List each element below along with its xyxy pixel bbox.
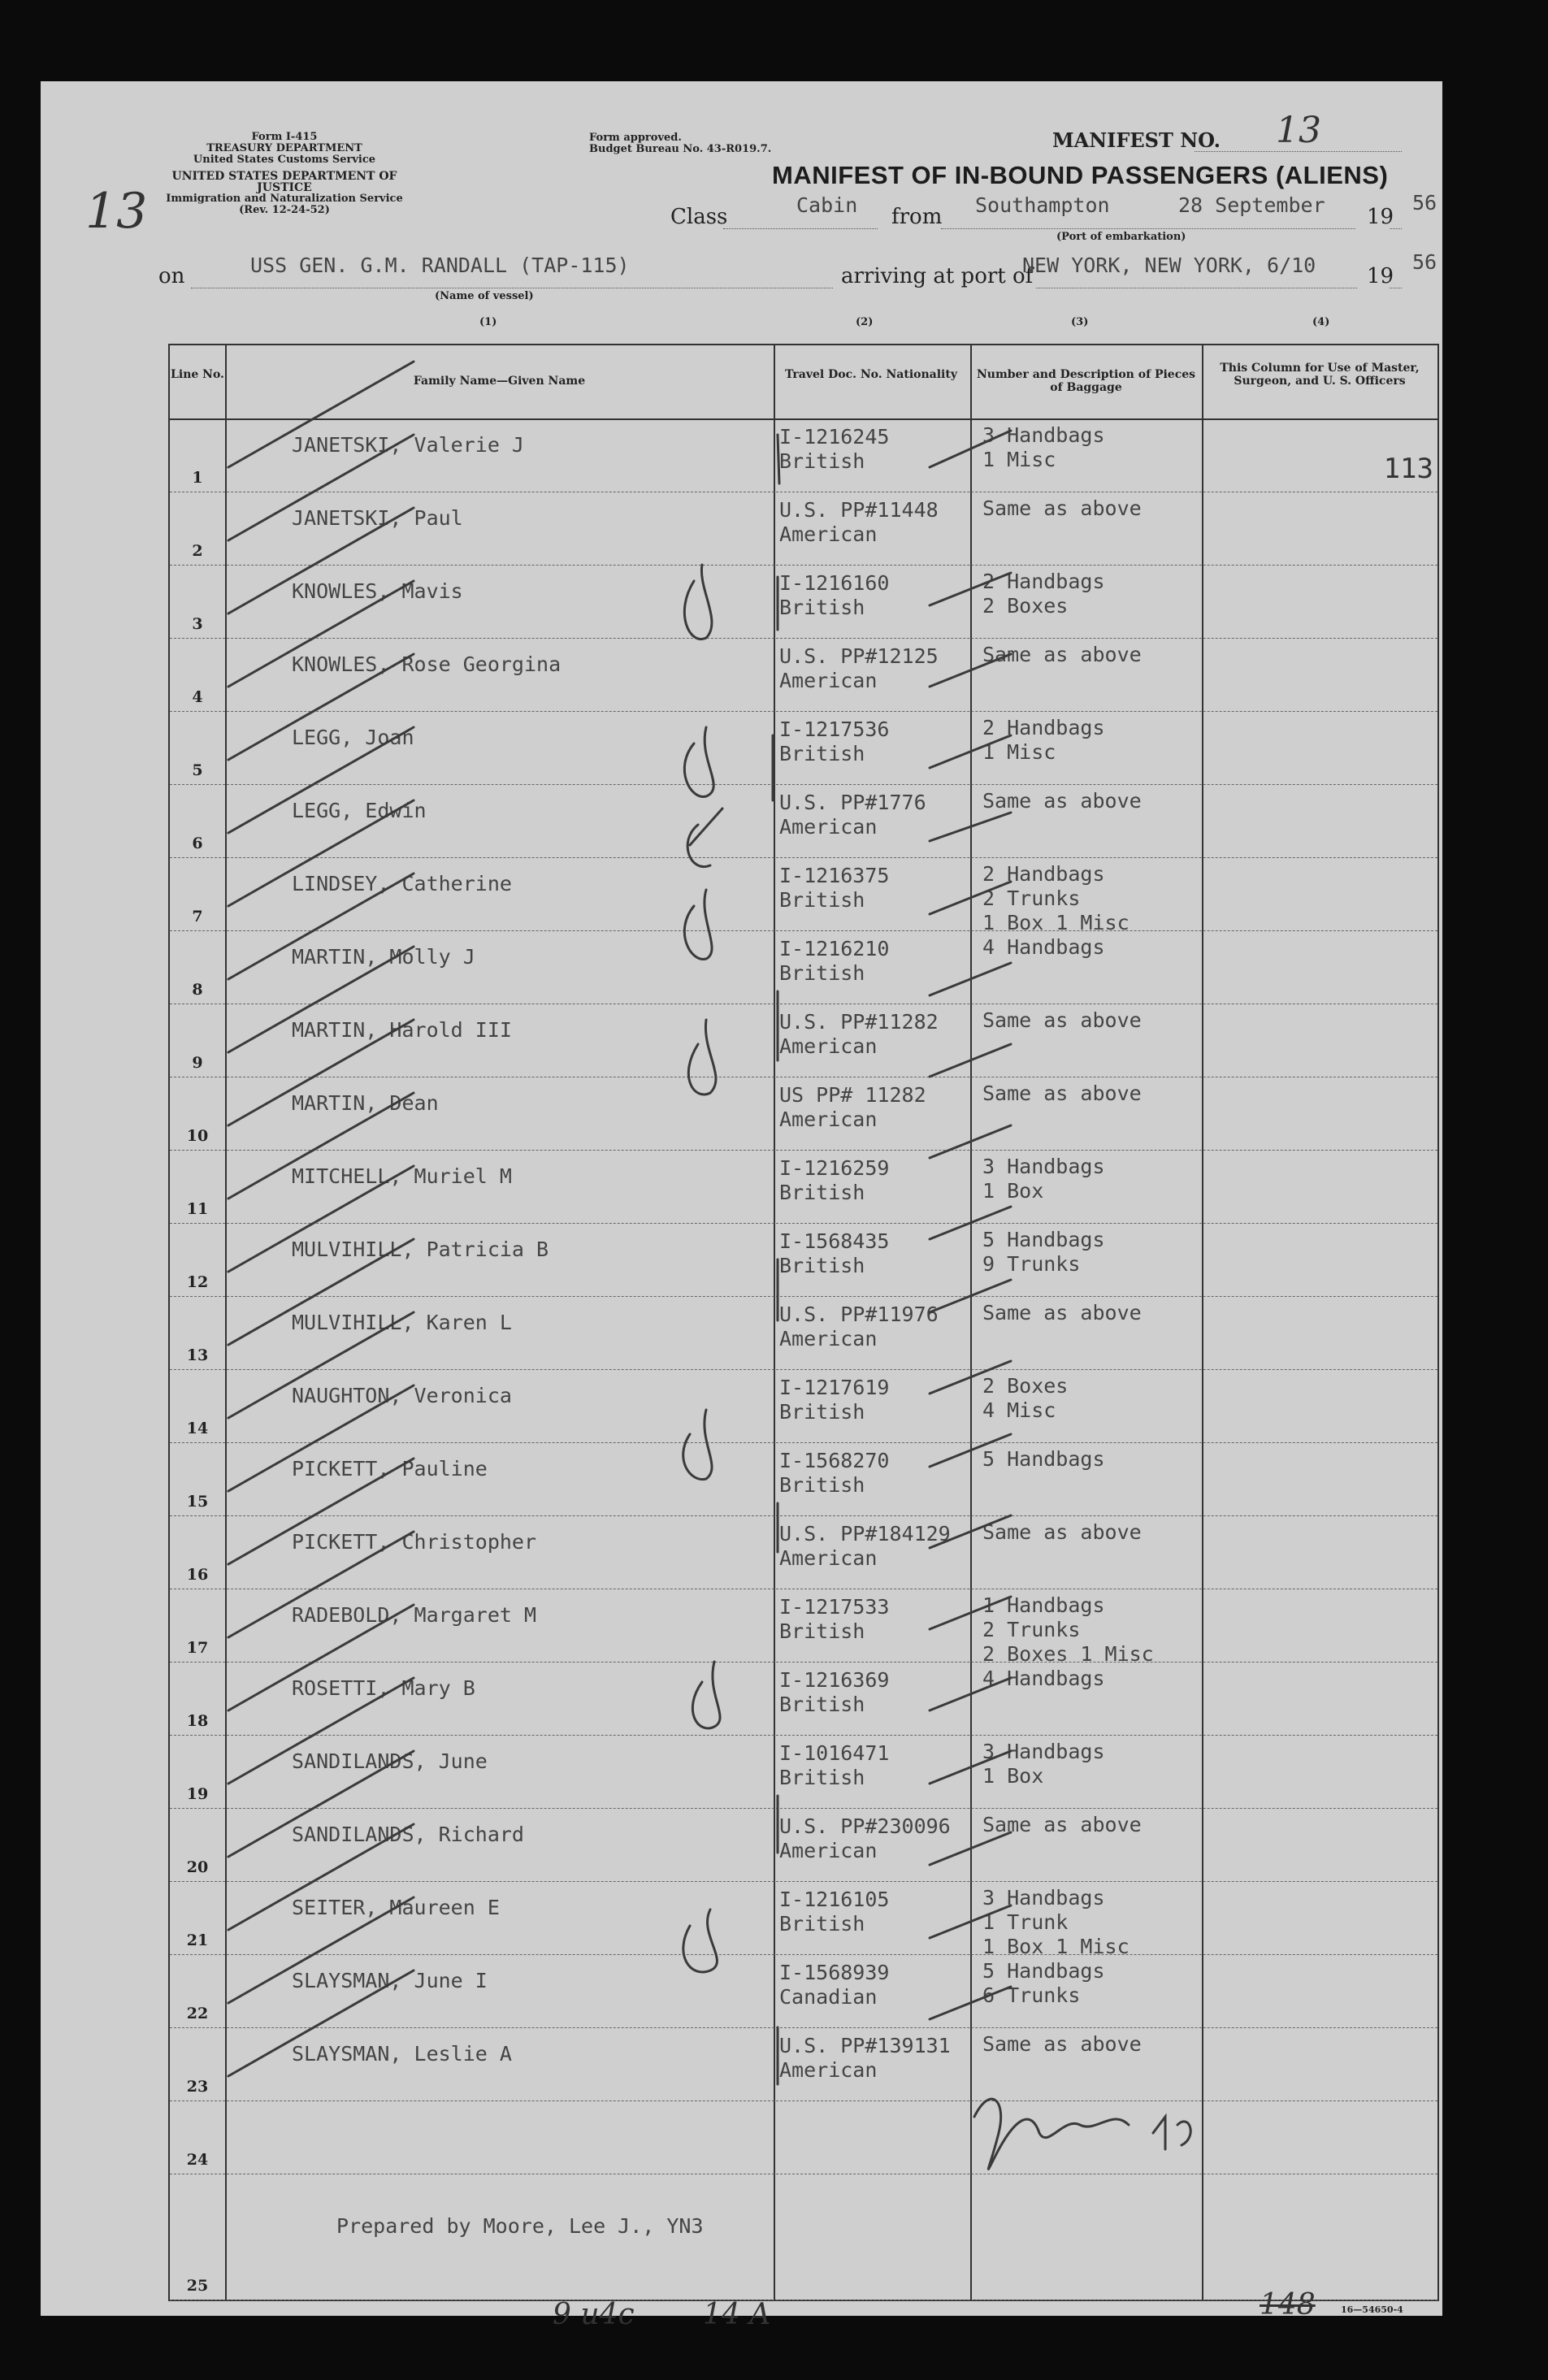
header-name: Family Name—Given Name — [413, 375, 586, 388]
line-number: 5 — [192, 761, 203, 779]
nationality: American — [779, 669, 878, 692]
passenger-name: LEGG, Joan — [292, 726, 414, 749]
baggage-line: 2 Boxes — [982, 1374, 1069, 1398]
header-line-no: Line No. — [171, 368, 224, 381]
baggage-line: 3 Handbags — [982, 423, 1105, 447]
line-number: 3 — [192, 615, 203, 633]
nationality: American — [779, 1327, 878, 1350]
passenger-name: SLAYSMAN, Leslie A — [292, 2042, 512, 2066]
arriving-label: arriving at port of — [841, 264, 1034, 288]
baggage-line: 1 Misc — [982, 740, 1056, 764]
form-number: Form I-415 — [251, 131, 318, 143]
line-number: 6 — [192, 835, 203, 852]
passenger-name: RADEBOLD, Margaret M — [292, 1603, 537, 1627]
department-block — [163, 132, 406, 216]
baggage-line: Same as above — [982, 1082, 1142, 1105]
travel-doc-number: U.S. PP#1776 — [779, 791, 926, 814]
travel-doc-number: I-1217536 — [779, 717, 890, 741]
baggage-line: 4 Handbags — [982, 1667, 1105, 1690]
baggage-line: 6 Trunks — [982, 1983, 1081, 2007]
travel-doc-number: U.S. PP#11282 — [779, 1010, 939, 1034]
handwritten-page-number: 13 — [85, 183, 148, 240]
footer-handwritten-note: 9 u4c — [553, 2298, 635, 2331]
departure-date: 28 September — [1178, 193, 1325, 217]
nationality: British — [779, 888, 865, 912]
nationality: American — [779, 522, 878, 546]
travel-doc-number: I-1216259 — [779, 1156, 890, 1180]
baggage-line: Same as above — [982, 643, 1142, 666]
line-number: 25 — [186, 2277, 209, 2295]
col-num-2: (2) — [856, 316, 874, 328]
nationality: British — [779, 1400, 865, 1424]
travel-doc-number: U.S. PP#11976 — [779, 1303, 939, 1326]
baggage-line: 2 Trunks — [982, 1618, 1081, 1641]
passenger-table — [168, 344, 1439, 2301]
line-number: 10 — [186, 1127, 209, 1145]
baggage-line: 1 Box 1 Misc — [982, 1935, 1130, 1958]
col-num-4: (4) — [1312, 316, 1330, 328]
customs-service: United States Customs Service — [193, 154, 376, 166]
line-number: 22 — [186, 2005, 209, 2022]
nationality: British — [779, 742, 865, 765]
form-title: MANIFEST OF IN-BOUND PASSENGERS (ALIENS) — [772, 161, 1389, 189]
baggage-line: 3 Handbags — [982, 1740, 1105, 1763]
baggage-line: 3 Handbags — [982, 1886, 1105, 1910]
immigration-service: Immigration and Naturalization Service — [166, 193, 403, 205]
travel-doc-number: I-1216375 — [779, 864, 890, 887]
header-doc: Travel Doc. No. Nationality — [785, 368, 957, 381]
travel-doc-number: I-1016471 — [779, 1741, 890, 1765]
passenger-name: KNOWLES, Rose Georgina — [292, 652, 562, 676]
line-number: 11 — [186, 1200, 209, 1218]
officer-note: 113 — [1383, 453, 1433, 485]
justice-dept: UNITED STATES DEPARTMENT OF JUSTICE — [171, 170, 397, 194]
line-number: 7 — [192, 908, 203, 926]
handwritten-check-marks — [170, 345, 1437, 2300]
nationality: British — [779, 596, 865, 619]
header-baggage: Number and Description of Pieces of Baggage — [976, 368, 1196, 394]
line-number: 15 — [186, 1493, 209, 1511]
year2-value: 56 — [1412, 250, 1437, 274]
baggage-line: 4 Misc — [982, 1398, 1056, 1422]
revision-date: (Rev. 12-24-52) — [239, 204, 330, 216]
line-number: 21 — [186, 1931, 209, 1949]
year-line — [1390, 207, 1402, 229]
from-label: from — [891, 205, 943, 229]
nationality: British — [779, 1254, 865, 1277]
baggage-line: 2 Handbags — [982, 570, 1105, 593]
passenger-name: MULVIHILL, Karen L — [292, 1311, 512, 1334]
baggage-line: Same as above — [982, 1813, 1142, 1836]
baggage-line: 1 Box — [982, 1179, 1044, 1203]
passenger-name: MARTIN, Molly J — [292, 945, 475, 969]
passenger-name: LINDSEY, Catherine — [292, 872, 512, 895]
passenger-name: MULVIHILL, Patricia B — [292, 1238, 549, 1261]
travel-doc-number: I-1568270 — [779, 1449, 890, 1472]
travel-doc-number: U.S. PP#230096 — [779, 1814, 951, 1838]
footer-struck-mark: 148 — [1260, 2288, 1316, 2321]
manifest-no-label: MANIFEST NO. — [1052, 128, 1221, 152]
baggage-line: 1 Box 1 Misc — [982, 911, 1130, 934]
nationality: British — [779, 1619, 865, 1643]
col-num-3: (3) — [1071, 316, 1089, 328]
nationality: British — [779, 961, 865, 985]
passenger-name: ROSETTI, Mary B — [292, 1676, 475, 1700]
travel-doc-number: I-1217619 — [779, 1376, 890, 1399]
nationality: American — [779, 815, 878, 839]
passenger-name: KNOWLES, Mavis — [292, 579, 463, 603]
travel-doc-number: U.S. PP#12125 — [779, 644, 939, 668]
line-number: 14 — [186, 1420, 209, 1437]
passenger-name: MARTIN, Harold III — [292, 1018, 512, 1042]
class-value: Cabin — [796, 193, 858, 217]
manifest-page — [41, 81, 1442, 2331]
line-number: 12 — [186, 1273, 209, 1291]
baggage-line: 1 Trunk — [982, 1910, 1069, 1934]
baggage-line: 2 Trunks — [982, 887, 1081, 910]
baggage-line: 1 Misc — [982, 448, 1056, 471]
passenger-name: NAUGHTON, Veronica — [292, 1384, 512, 1407]
line-number: 2 — [192, 542, 203, 560]
prepared-by: Prepared by Moore, Lee J., YN3 — [336, 2214, 704, 2238]
year-prefix: 19 — [1367, 205, 1394, 229]
travel-doc-number: I-1216245 — [779, 425, 890, 449]
passenger-name: SLAYSMAN, June I — [292, 1969, 488, 1992]
passenger-name: MARTIN, Dean — [292, 1091, 439, 1115]
form-approved: Form approved. — [589, 132, 682, 144]
nationality: American — [779, 1839, 878, 1862]
manifest-no-value: 13 — [1276, 110, 1321, 151]
from-value: Southampton — [975, 193, 1110, 217]
nationality: British — [779, 1473, 865, 1497]
baggage-line: 1 Handbags — [982, 1593, 1105, 1617]
baggage-line: 2 Handbags — [982, 862, 1105, 886]
year-value: 56 — [1412, 191, 1437, 215]
passenger-name: JANETSKI, Valerie J — [292, 433, 524, 457]
baggage-line: Same as above — [982, 2032, 1142, 2056]
budget-bureau: Budget Bureau No. 43-R019.7. — [589, 143, 772, 155]
line-number: 17 — [186, 1639, 209, 1657]
vessel-name: USS GEN. G.M. RANDALL (TAP-115) — [250, 254, 630, 277]
treasury-dept: TREASURY DEPARTMENT — [206, 142, 362, 154]
passenger-name: SANDILANDS, June — [292, 1749, 488, 1773]
arrival-port: NEW YORK, NEW YORK, 6/10 — [1022, 254, 1316, 277]
passenger-name: SANDILANDS, Richard — [292, 1823, 524, 1846]
passenger-name: LEGG, Edwin — [292, 799, 427, 822]
line-number: 13 — [186, 1346, 209, 1364]
travel-doc-number: I-1216369 — [779, 1668, 890, 1692]
baggage-line: 2 Boxes 1 Misc — [982, 1642, 1154, 1666]
line-number: 8 — [192, 981, 203, 999]
line-number: 24 — [186, 2151, 209, 2169]
line-number: 4 — [192, 688, 203, 706]
travel-doc-number: U.S. PP#139131 — [779, 2034, 951, 2057]
baggage-line: 1 Box — [982, 1764, 1044, 1788]
baggage-line: Same as above — [982, 496, 1142, 520]
line-number: 19 — [186, 1785, 209, 1803]
footer-print-code: 16—54650-4 — [1341, 2304, 1403, 2315]
nationality: American — [779, 1108, 878, 1131]
class-label: Class — [670, 205, 728, 229]
baggage-line: 2 Boxes — [982, 594, 1069, 618]
travel-doc-number: I-1568939 — [779, 1961, 890, 1984]
passenger-name: MITCHELL, Muriel M — [292, 1164, 512, 1188]
baggage-line: 5 Handbags — [982, 1959, 1105, 1983]
baggage-line: Same as above — [982, 1008, 1142, 1032]
nationality: Canadian — [779, 1985, 878, 2009]
nationality: British — [779, 1912, 865, 1936]
nationality: British — [779, 1693, 865, 1716]
travel-doc-number: I-1568435 — [779, 1229, 890, 1253]
passenger-name: PICKETT, Christopher — [292, 1530, 537, 1554]
port-caption: (Port of embarkation) — [1056, 231, 1186, 243]
vessel-caption: (Name of vessel) — [435, 290, 534, 302]
col-num-1: (1) — [479, 316, 497, 328]
nationality: American — [779, 2058, 878, 2082]
budget-block — [589, 132, 771, 155]
header-officers: This Column for Use of Master, Surgeon, and U. S. Officers — [1220, 362, 1420, 388]
passenger-name: PICKETT, Pauline — [292, 1457, 488, 1480]
travel-doc-number: I-1217533 — [779, 1595, 890, 1619]
baggage-line: Same as above — [982, 789, 1142, 813]
nationality: British — [779, 1181, 865, 1204]
nationality: American — [779, 1546, 878, 1570]
baggage-line: 5 Handbags — [982, 1228, 1105, 1251]
travel-doc-number: US PP# 11282 — [779, 1083, 926, 1107]
baggage-line: 2 Handbags — [982, 716, 1105, 739]
line-number: 23 — [186, 2078, 209, 2096]
year2-prefix: 19 — [1367, 264, 1394, 288]
baggage-line: 4 Handbags — [982, 935, 1105, 959]
year2-line — [1390, 267, 1402, 288]
travel-doc-number: I-1216160 — [779, 571, 890, 595]
passenger-name: JANETSKI, Paul — [292, 506, 463, 530]
baggage-line: Same as above — [982, 1520, 1142, 1544]
nationality: British — [779, 1766, 865, 1789]
line-number: 9 — [192, 1054, 203, 1072]
passenger-name: SEITER, Maureen E — [292, 1896, 500, 1919]
travel-doc-number: I-1216105 — [779, 1888, 890, 1911]
line-number: 16 — [186, 1566, 209, 1584]
line-number: 1 — [192, 469, 203, 487]
baggage-line: 5 Handbags — [982, 1447, 1105, 1471]
baggage-line: Same as above — [982, 1301, 1142, 1324]
travel-doc-number: I-1216210 — [779, 937, 890, 960]
travel-doc-number: U.S. PP#184129 — [779, 1522, 951, 1545]
baggage-line: 3 Handbags — [982, 1155, 1105, 1178]
travel-doc-number: U.S. PP#11448 — [779, 498, 939, 522]
footer-handwritten-count: 14 A — [703, 2298, 771, 2331]
nationality: British — [779, 449, 865, 473]
line-number: 18 — [186, 1712, 209, 1730]
nationality: American — [779, 1034, 878, 1058]
on-label: on — [158, 264, 185, 288]
line-number: 20 — [186, 1858, 209, 1876]
baggage-line: 9 Trunks — [982, 1252, 1081, 1276]
